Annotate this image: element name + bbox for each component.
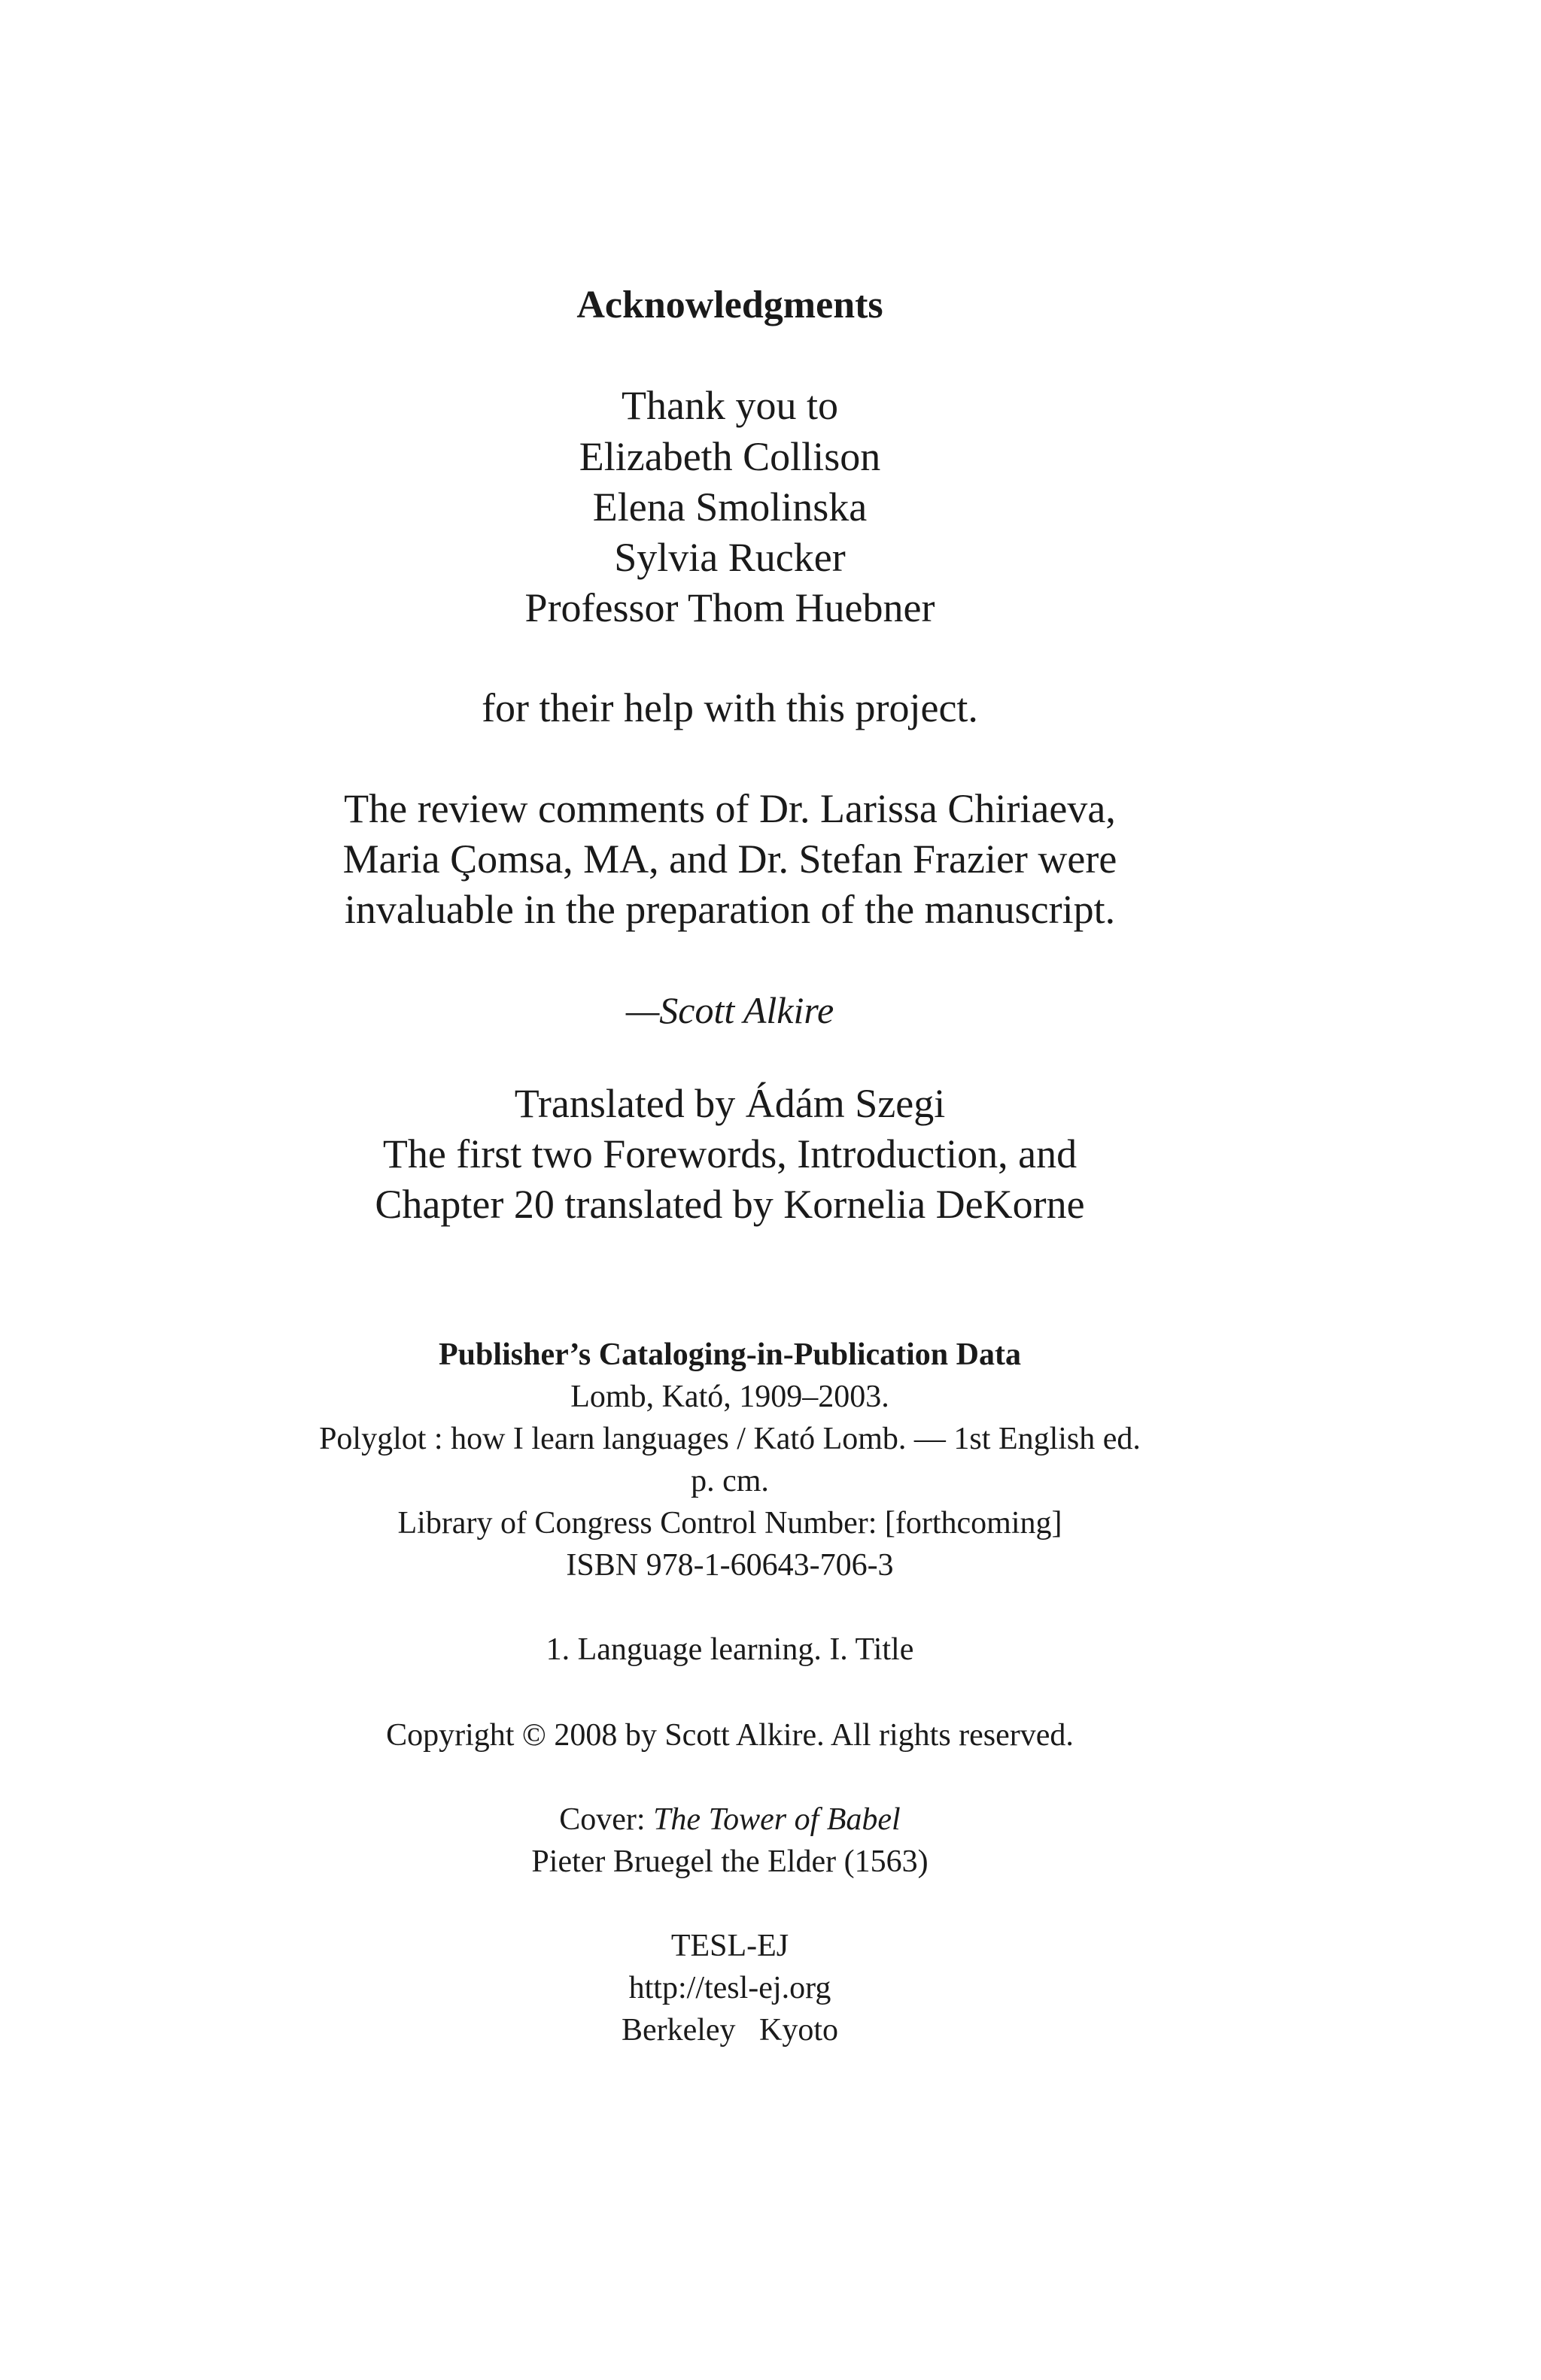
translation-line: Translated by Ádám Szegi	[514, 1081, 946, 1126]
copyright-notice: Copyright © 2008 by Scott Alkire. All rights reserved.	[386, 1718, 1074, 1753]
thanked-name: Sylvia Rucker	[614, 535, 846, 580]
translation-line: Chapter 20 translated by Kornelia DeKorne	[375, 1182, 1085, 1227]
signature: —Scott Alkire	[625, 989, 834, 1031]
cover-artist: Pieter Bruegel the Elder (1563)	[531, 1844, 929, 1879]
acknowledgments-title: Acknowledgments	[576, 284, 883, 326]
cip-heading: Publisher’s Cataloging-in-Publication Data	[439, 1337, 1021, 1372]
thanked-name: Elizabeth Collison	[579, 434, 881, 479]
cover-credit	[0, 1804, 1460, 1835]
publisher-cities: Berkeley Kyoto	[621, 2013, 839, 2048]
cip-line: Library of Congress Control Number: [forthcoming]	[397, 1506, 1062, 1541]
thanked-name: Elena Smolinska	[592, 484, 868, 530]
help-line: for their help with this project.	[482, 685, 978, 730]
thank-you-line: Thank you to	[622, 383, 838, 428]
cip-line: Polyglot : how I learn languages / Kató Lomb. — 1st English ed.	[319, 1422, 1141, 1456]
review-line: invaluable in the preparation of the manuscript.	[344, 887, 1116, 932]
cip-line: Lomb, Kató, 1909–2003.	[570, 1380, 889, 1414]
publisher-url: http://tesl-ej.org	[628, 1971, 831, 2005]
thanked-name: Professor Thom Huebner	[524, 585, 935, 630]
publisher-name: TESL-EJ	[670, 1929, 789, 1963]
cip-subject: 1. Language learning. I. Title	[546, 1632, 914, 1667]
translation-line: The first two Forewords, Introduction, and	[382, 1131, 1077, 1176]
cover-title: The Tower of Babel	[653, 1802, 901, 1837]
review-line: The review comments of Dr. Larissa Chiriaeva,	[344, 786, 1116, 831]
review-line: Maria Çomsa, MA, and Dr. Stefan Frazier were	[342, 836, 1117, 882]
cip-line: ISBN 978-1-60643-706-3	[566, 1548, 894, 1583]
cover-prefix: Cover:	[559, 1802, 654, 1837]
cip-line: p. cm.	[691, 1464, 769, 1498]
